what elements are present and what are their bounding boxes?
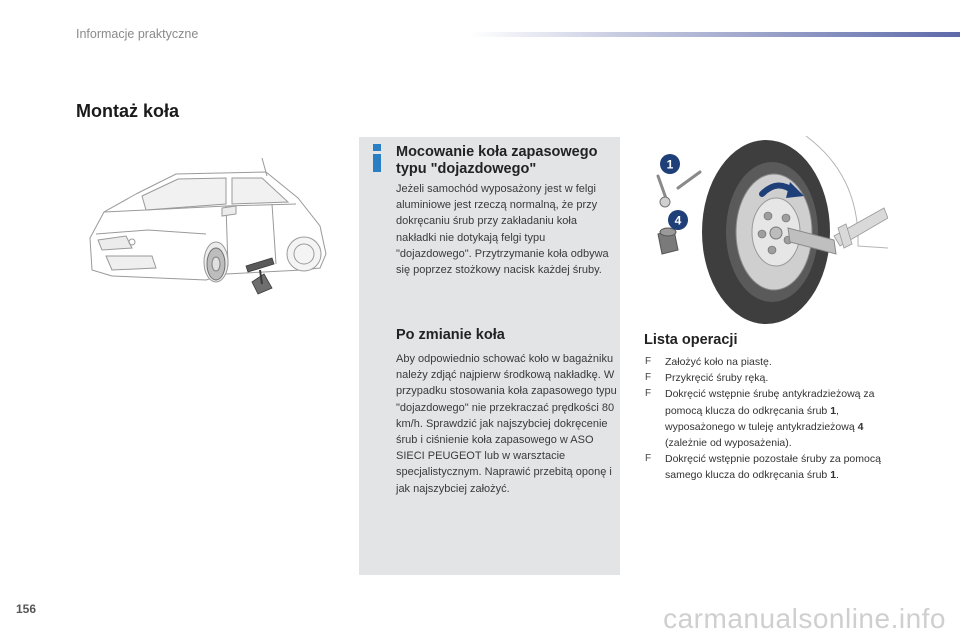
info-panel [359, 137, 620, 575]
header-gradient-bar [470, 32, 960, 37]
car-jack-illustration [76, 146, 344, 306]
operation-step: F Przykręcić śruby ręką. [644, 370, 894, 386]
page-title: Montaż koła [76, 101, 180, 121]
tool-ref-1: 1 [830, 469, 837, 482]
operation-step: F Założyć koło na piastę. [644, 354, 894, 370]
bullet-marker: F [645, 372, 652, 384]
section-header: Informacje praktyczne [76, 27, 199, 41]
wheel-mounting-illustration [638, 136, 888, 326]
tool-ref-4: 4 [857, 420, 864, 433]
operation-step: F Dokręcić wstępnie śrubę antykradzieżową za pomocą klucza do odkręcania śrub 1, wyposażonego w tuleję antykradzieżową 4 (zależnie od wyposażenia). [645, 388, 875, 450]
operations-list [644, 354, 894, 484]
badge-1-label: 1 [666, 157, 674, 172]
operations-title: Lista operacji [644, 332, 738, 348]
watermark-text: carmanualsonline.info [663, 603, 946, 634]
bullet-marker: F [645, 356, 652, 367]
info-box-subtitle: Po zmianie koła [396, 327, 505, 343]
info-box-title: Mocowanie koła zapasowego typu "dojazdowego" [396, 144, 598, 177]
bullet-marker: F [645, 388, 652, 400]
page-number: 156 [16, 602, 37, 616]
bullet-marker: F [645, 453, 652, 465]
tool-ref-1: 1 [830, 404, 837, 417]
badge-4-label: 4 [674, 213, 682, 228]
operation-step: F Dokręcić wstępnie pozostałe śruby za pomocą samego klucza do odkręcania śrub 1. [645, 453, 881, 482]
info-box-paragraph: Jeżeli samochód wyposażony jest w felgi aluminiowe jest rzeczą normalną, że przy dokręcaniu śrub przy zakładaniu koła nakładki nie dotykają felgi typu "dojazdowego". Przytrzymanie koła odbywa się poprzez stożkowy nacisk każdej śruby. [396, 183, 609, 277]
info-icon [367, 144, 387, 172]
info-box-paragraph: Aby odpowiednio schować koło w bagażniku należy zdjąć najpierw środkową nakładkę. W przypadku stosowania koła zapasowego typu "dojazdowego" nie przekraczać prędkości 80 km/h. Sprawdzić jak najszybciej dokręcenie śrub i ciśnienie koła zapasowego w ASO SIECI PEUGEOT lub w warsztacie specjalistycznym. Naprawić przebitą oponę i jak najszybciej założyć. [396, 353, 617, 495]
